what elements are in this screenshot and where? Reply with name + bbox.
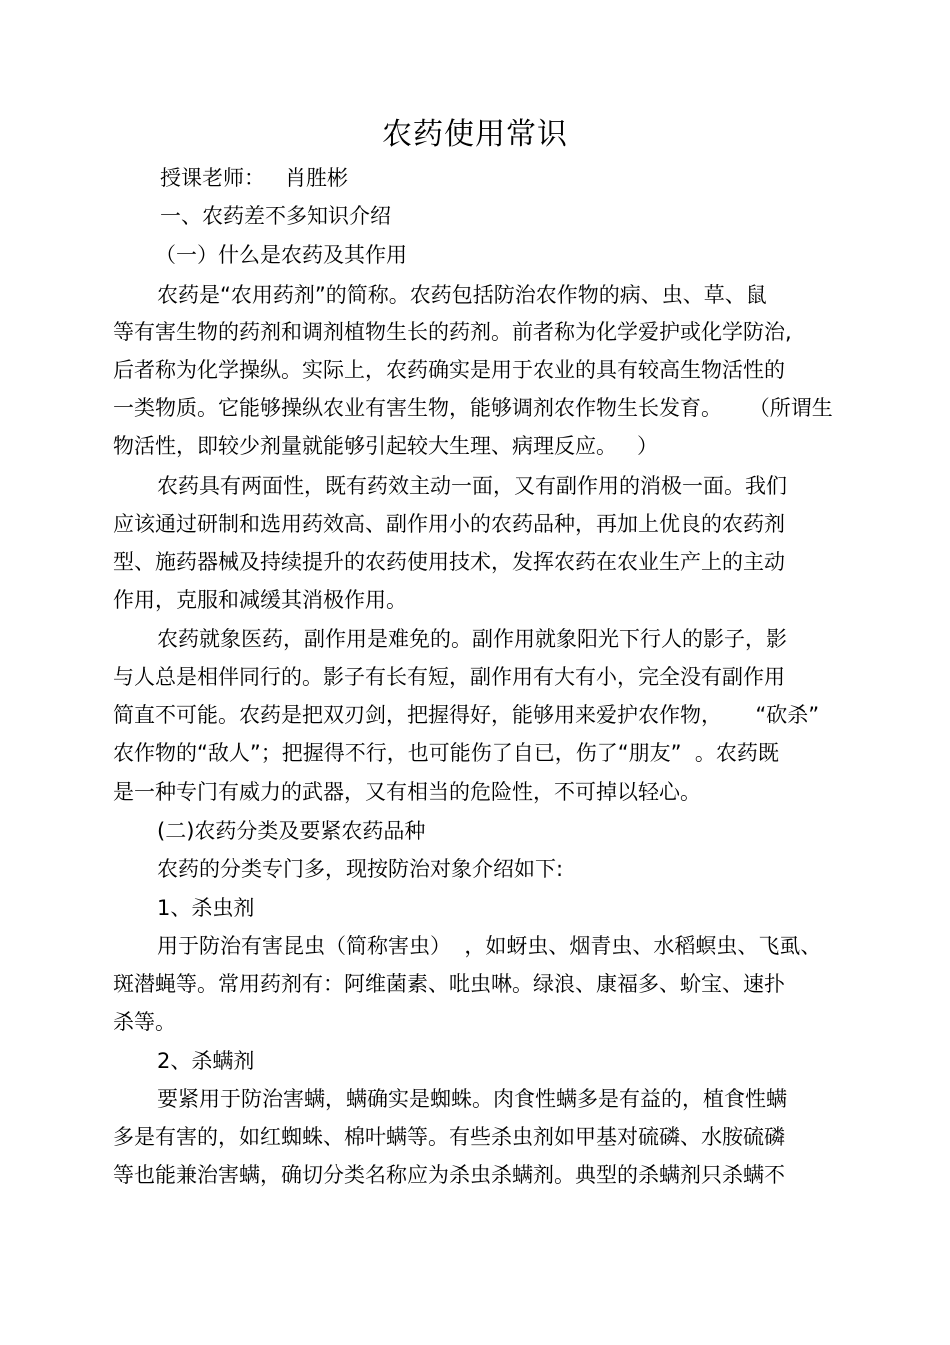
paragraph-line: 农药的分类专门多，现按防治对象介绍如下: <box>157 857 564 881</box>
paragraph-line: 简直不可能。农药是把双刃剑，把握得好，能够用来爱护农作物， “砍杀” <box>113 703 820 727</box>
paragraph-line: 用于防治有害昆虫（简称害虫） ，如蚜虫、烟青虫、水稻螟虫、飞虱、 <box>157 934 822 958</box>
list-item-heading: 2、杀螨剂 <box>157 1049 255 1073</box>
paragraph-line: 农药就象医药，副作用是难免的。副作用就象阳光下行人的影子，影 <box>157 627 787 651</box>
paragraph-line: 与人总是相伴同行的。影子有长有短，副作用有大有小，完全没有副作用 <box>113 665 785 689</box>
page-title: 农药使用常识 <box>382 117 568 152</box>
paragraph-line: 农药具有两面性，既有药效主动一面，又有副作用的消极一面。我们 <box>157 474 787 498</box>
paragraph-line: 是一种专门有威力的武器，又有相当的危险性，不可掉以轻心。 <box>113 780 701 804</box>
paragraph-line: 后者称为化学操纵。实际上，农药确实是用于农业的具有较高生物活性的 <box>113 358 785 382</box>
paragraph-line: 农药是“农用药剂”的简称。农药包括防治农作物的病、虫、草、鼠 <box>157 283 767 307</box>
paragraph-line: 一类物质。它能够操纵农业有害生物，能够调剂农作物生长发育。 （所谓生 <box>113 396 833 420</box>
teacher-line: 授课老师： 肖胜彬 <box>160 166 349 190</box>
paragraph-line: 应该通过研制和选用药效高、副作用小的农药品种，再加上优良的农药剂 <box>113 512 785 536</box>
section-heading: 一、农药差不多知识介绍 <box>160 204 391 228</box>
paragraph-line: 农作物的“敌人”；把握得不行，也可能伤了自已，伤了“朋友” 。农药既 <box>113 741 779 765</box>
paragraph-line: 型、施药器械及持续提升的农药使用技术，发挥农药在农业生产上的主动 <box>113 550 785 574</box>
paragraph-line: 作用，克服和减缓其消极作用。 <box>113 588 407 612</box>
paragraph-line: 多是有害的，如红蜘蛛、棉叶螨等。有些杀虫剂如甲基对硫磷、水胺硫磷 <box>113 1125 785 1149</box>
subsection-heading: （一）什么是农药及其作用 <box>155 243 407 267</box>
paragraph-line: 杀等。 <box>113 1010 176 1034</box>
list-item-heading: 1、杀虫剂 <box>157 896 255 920</box>
paragraph-line: 等有害生物的药剂和调剂植物生长的药剂。前者称为化学爱护或化学防治, <box>113 320 792 344</box>
paragraph-line: 等也能兼治害螨，确切分类名称应为杀虫杀螨剂。典型的杀螨剂只杀螨不 <box>113 1163 785 1187</box>
paragraph-line: 要紧用于防治害螨，螨确实是蜘蛛。肉食性螨多是有益的，植食性螨 <box>157 1087 787 1111</box>
paragraph-line: 物活性，即较少剂量就能够引起较大生理、病理反应。 ） <box>113 434 659 458</box>
paragraph-line: 斑潜蝇等。常用药剂有：阿维菌素、吡虫啉。绿浪、康福多、蚧宝、速扑 <box>113 972 785 996</box>
subsection-heading: (二)农药分类及要紧农药品种 <box>157 819 426 843</box>
